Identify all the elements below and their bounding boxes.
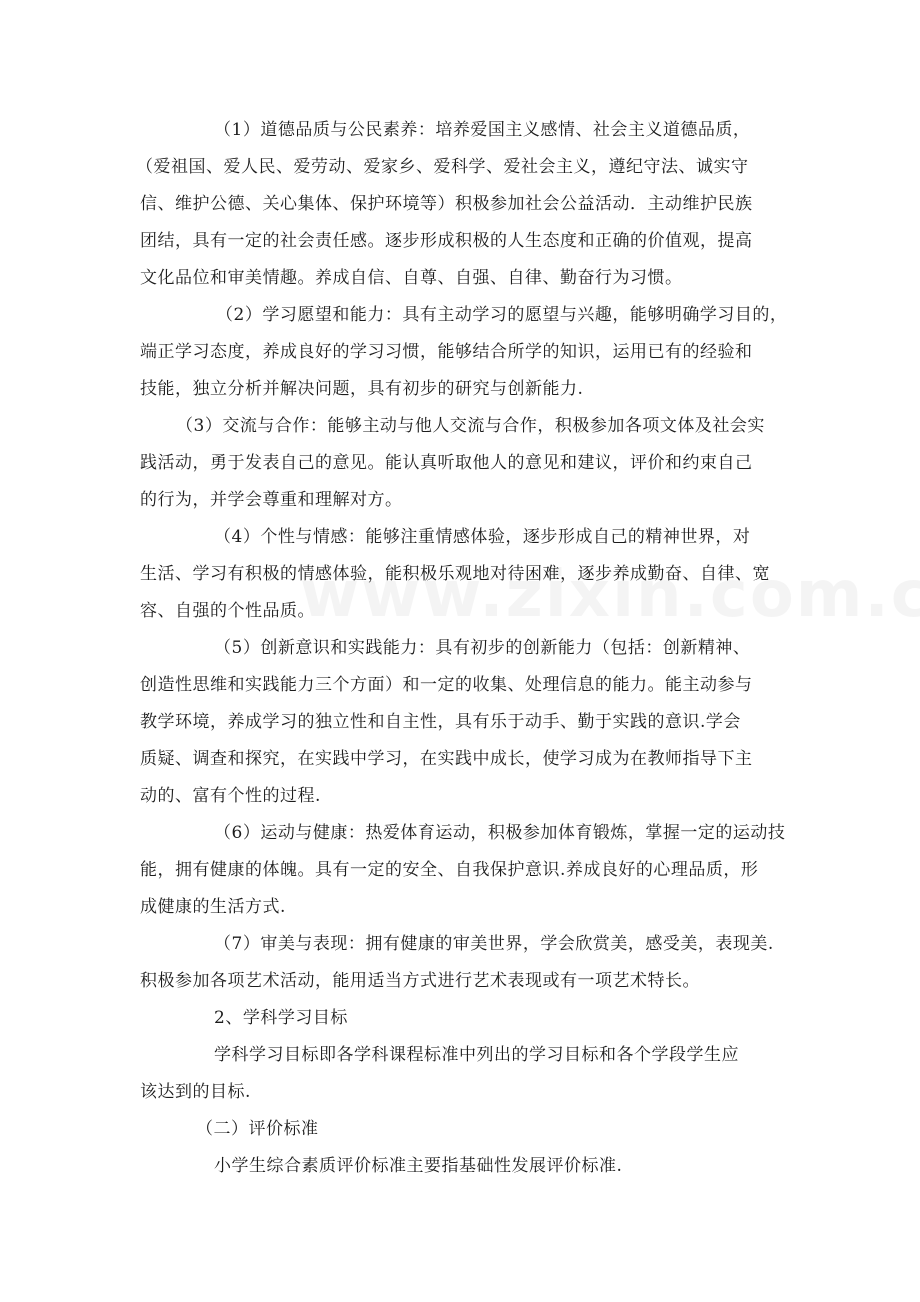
paragraph-5-line-4: 质疑、调查和探究，在实践中学习，在实践中成长，使学习成为在教师指导下主 <box>140 749 753 769</box>
section-heading-subject-goals: 2、学科学习目标 <box>214 1008 348 1028</box>
paragraph-7-line-1: （7）审美与表现：拥有健康的审美世界，学会欣赏美，感受美，表现美. <box>214 934 774 954</box>
paragraph-1-line-3: 信、维护公德、关心集体、保护环境等）积极参加社会公益活动．主动维护民族 <box>140 194 753 214</box>
paragraph-4-line-1: （4）个性与情感：能够注重情感体验，逐步形成自己的精神世界，对 <box>214 527 751 547</box>
section-heading-evaluation-standards: （二）评价标准 <box>196 1119 319 1139</box>
paragraph-6-line-2: 能，拥有健康的体魄。具有一定的安全、自我保护意识.养成良好的心理品质，形 <box>140 860 759 880</box>
subject-goals-line-1: 学科学习目标即各学科课程标准中列出的学习目标和各个学段学生应 <box>214 1045 739 1065</box>
paragraph-5-line-2: 创造性思维和实践能力三个方面）和一定的收集、处理信息的能力。能主动参与 <box>140 675 753 695</box>
paragraph-2-line-1: （2）学习愿望和能力：具有主动学习的愿望与兴趣，能够明确学习目的， <box>216 305 788 325</box>
subject-goals-line-2: 该达到的目标. <box>140 1082 251 1102</box>
paragraph-5-line-3: 教学环境，养成学习的独立性和自主性，具有乐于动手、勤于实践的意识.学会 <box>140 712 741 732</box>
paragraph-2-line-2: 端正学习态度，养成良好的学习习惯，能够结合所学的知识，运用已有的经验和 <box>140 342 753 362</box>
paragraph-3-line-3: 的行为，并学会尊重和理解对方。 <box>140 490 403 510</box>
paragraph-1-line-1: （1）道德品质与公民素养：培养爱国主义感情、社会主义道德品质， <box>214 120 751 140</box>
paragraph-3-line-1: （3）交流与合作：能够主动与他人交流与合作，积极参加各项文体及社会实 <box>176 416 765 436</box>
paragraph-4-line-2: 生活、学习有积极的情感体验，能积极乐观地对待困难，逐步养成勤奋、自律、宽 <box>140 564 770 584</box>
paragraph-3-line-2: 践活动，勇于发表自己的意见。能认真听取他人的意见和建议，评价和约束自己 <box>140 453 753 473</box>
paragraph-2-line-3: 技能，独立分析并解决问题，具有初步的研究与创新能力. <box>140 379 584 399</box>
paragraph-5-line-1: （5）创新意识和实践能力：具有初步的创新能力（包括：创新精神、 <box>214 638 751 658</box>
paragraph-1-line-2: （爱祖国、爱人民、爱劳动、爱家乡、爱科学、爱社会主义，遵纪守法、诚实守 <box>136 157 749 177</box>
paragraph-5-line-5: 动的、富有个性的过程. <box>140 786 321 806</box>
paragraph-1-line-4: 团结，具有一定的社会责任感。逐步形成积极的人生态度和正确的价值观，提高 <box>140 231 753 251</box>
paragraph-6-line-3: 成健康的生活方式. <box>140 897 286 917</box>
paragraph-1-line-5: 文化品位和审美情趣。养成自信、自尊、自强、自律、勤奋行为习惯。 <box>140 268 683 288</box>
evaluation-standards-line-1: 小学生综合素质评价标准主要指基础性发展评价标准. <box>214 1156 623 1176</box>
paragraph-7-line-2: 积极参加各项艺术活动，能用适当方式进行艺术表现或有一项艺术特长。 <box>140 971 700 991</box>
paragraph-6-line-1: （6）运动与健康：热爱体育运动，积极参加体育锻炼，掌握一定的运动技 <box>214 823 786 843</box>
paragraph-4-line-3: 容、自强的个性品质。 <box>140 601 315 621</box>
